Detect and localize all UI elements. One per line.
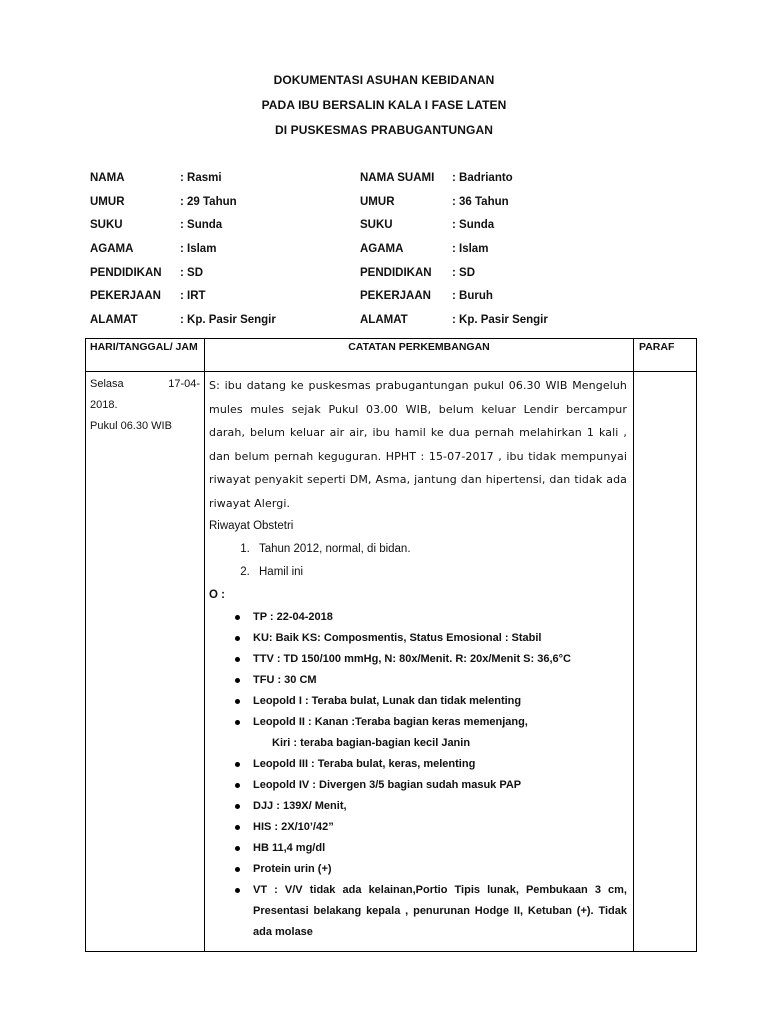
patient-label: PEKERJAAN: [90, 290, 161, 303]
patient-value: : Kp. Pasir Sengir: [180, 314, 276, 327]
husband-value: : 36 Tahun: [452, 195, 509, 208]
identity-row: [90, 219, 610, 243]
bullet-icon: [235, 678, 240, 683]
table-header-row: [86, 339, 697, 372]
subjective-text: S: ibu datang ke puskesmas prabugantungan pukul 06.30 WIB Mengeluh mules mules sejak Pukul 03.00 WIB, belum keluar Lendir bercampur darah, belum keluar air air, ibu hamil ke dua pernah melahirkan 1 kali , dan belum pernah keguguran. HPHT : 15-07-2017 , ibu tidak mempunyai riwayat penyakit seperti DM, Asma, jantung dan hipertensi, dan tidak ada riwayat Alergi.: [209, 379, 627, 510]
bullet-icon: [235, 825, 240, 830]
list-item: [253, 670, 627, 691]
list-item-text: TTV : TD 150/100 mmHg, N: 80x/Menit. R: 20x/Menit S: 36,6°C: [253, 653, 571, 665]
list-item: [253, 838, 627, 859]
table-row: [86, 372, 697, 952]
list-item-text: HIS : 2X/10’/42”: [253, 821, 334, 833]
husband-label: ALAMAT: [360, 314, 408, 327]
list-item-text: Leopold II : Kanan :Teraba bagian keras memenjang,: [253, 716, 528, 728]
bullet-icon: [235, 783, 240, 788]
identity-row: [90, 172, 610, 196]
patient-value: : Rasmi: [180, 172, 222, 184]
husband-value: : Sunda: [452, 219, 495, 232]
list-item: [253, 880, 627, 943]
patient-value: : SD: [180, 266, 203, 279]
list-item: [253, 754, 627, 775]
husband-label: SUKU: [360, 219, 393, 232]
doc-title-line-1: DOKUMENTASI ASUHAN KEBIDANAN: [273, 73, 495, 87]
husband-value: : Kp. Pasir Sengir: [452, 314, 548, 327]
list-item-text: TFU : 30 CM: [253, 674, 317, 686]
date-part-1: 17-04-: [168, 378, 200, 390]
patient-label: ALAMAT: [90, 314, 138, 327]
bullet-icon: [235, 867, 240, 872]
patient-value: : 29 Tahun: [180, 195, 237, 208]
list-item-text: HB 11,4 mg/dl: [253, 842, 326, 854]
identity-row: [90, 196, 610, 220]
time-text: Pukul 06.30 WIB: [90, 420, 172, 432]
list-item: [253, 607, 627, 628]
patient-label: SUKU: [90, 219, 123, 232]
day-text: Selasa: [90, 378, 124, 390]
identity-row: [90, 290, 610, 314]
signature-cell: [634, 372, 697, 952]
husband-label: AGAMA: [360, 243, 404, 256]
list-item: [253, 796, 627, 817]
list-item-text: Leopold I : Teraba bulat, Lunak dan tidak melenting: [253, 695, 522, 707]
doc-title-line-2: PADA IBU BERSALIN KALA I FASE LATEN: [261, 98, 507, 112]
bullet-icon: [235, 657, 240, 662]
bullet-icon: [235, 888, 240, 893]
husband-label: PEKERJAAN: [360, 290, 431, 303]
notes-cell: [205, 372, 634, 952]
identity-row: [90, 314, 610, 338]
progress-notes-table: [85, 338, 697, 952]
identity-row: [90, 267, 610, 291]
patient-label: NAMA: [90, 172, 125, 184]
list-item: [253, 817, 627, 838]
list-item: [253, 775, 627, 796]
identity-row: [90, 243, 610, 267]
husband-value: : Buruh: [452, 290, 493, 303]
husband-label: NAMA SUAMI: [360, 172, 435, 184]
doc-title-line-3: DI PUSKESMAS PRABUGANTUNGAN: [274, 123, 494, 137]
bullet-icon: [235, 636, 240, 641]
notes-column-header: CATATAN PERKEMBANGAN: [205, 339, 634, 372]
bullet-icon: [235, 762, 240, 767]
husband-label: PENDIDIKAN: [360, 266, 432, 279]
date-part-2: 2018.: [90, 399, 118, 411]
list-item: 1. Tahun 2012, normal, di bidan.: [253, 538, 627, 561]
identity-block: [90, 172, 610, 338]
leopold-2-kiri: Kiri : teraba bagian-bagian kecil Janin: [272, 737, 471, 749]
vt-text: VT : V/V tidak ada kelainan,Portio Tipis lunak, Pembukaan 3 cm, Presentasi belakang kepala , penurunan Hodge II, Ketuban (+). Tidak ada molase: [253, 884, 627, 938]
patient-value: : IRT: [180, 290, 206, 303]
bullet-icon: [235, 720, 240, 725]
patient-label: PENDIDIKAN: [90, 266, 162, 279]
riwayat-list: [209, 538, 627, 584]
husband-value: : Badrianto: [452, 172, 513, 184]
signature-column-header: PARAF: [634, 339, 697, 372]
list-item-text: KU: Baik KS: Composmentis, Status Emosional : Stabil: [253, 632, 542, 644]
bullet-icon: [235, 699, 240, 704]
list-item: [253, 649, 627, 670]
list-item: 2. Hamil ini: [253, 561, 627, 584]
bullet-icon: [235, 804, 240, 809]
list-item: [253, 691, 627, 712]
list-item: [253, 628, 627, 649]
date-cell: [86, 372, 205, 952]
list-item: [253, 712, 627, 733]
list-item: [253, 859, 627, 880]
patient-value: : Islam: [180, 243, 217, 256]
list-item-text: Protein urin (+): [253, 863, 332, 875]
list-item-text: DJJ : 139X/ Menit,: [253, 800, 347, 812]
date-column-header: HARI/TANGGAL/ JAM: [86, 339, 205, 372]
patient-label: AGAMA: [90, 243, 134, 256]
patient-label: UMUR: [90, 195, 125, 208]
list-item-text: Leopold IV : Divergen 3/5 bagian sudah masuk PAP: [253, 779, 522, 791]
objective-list-2: [209, 754, 627, 943]
objective-list: [209, 607, 627, 733]
list-item-text: TP : 22-04-2018: [253, 611, 333, 623]
objective-title: O :: [209, 589, 225, 601]
husband-value: : Islam: [452, 243, 489, 256]
bullet-icon: [235, 846, 240, 851]
husband-label: UMUR: [360, 195, 395, 208]
date-line: [90, 374, 200, 395]
husband-value: : SD: [452, 266, 475, 279]
patient-value: : Sunda: [180, 219, 223, 232]
bullet-icon: [235, 615, 240, 620]
riwayat-title: Riwayat Obstetri: [209, 520, 294, 532]
list-item-text: Leopold III : Teraba bulat, keras, melenting: [253, 758, 476, 770]
